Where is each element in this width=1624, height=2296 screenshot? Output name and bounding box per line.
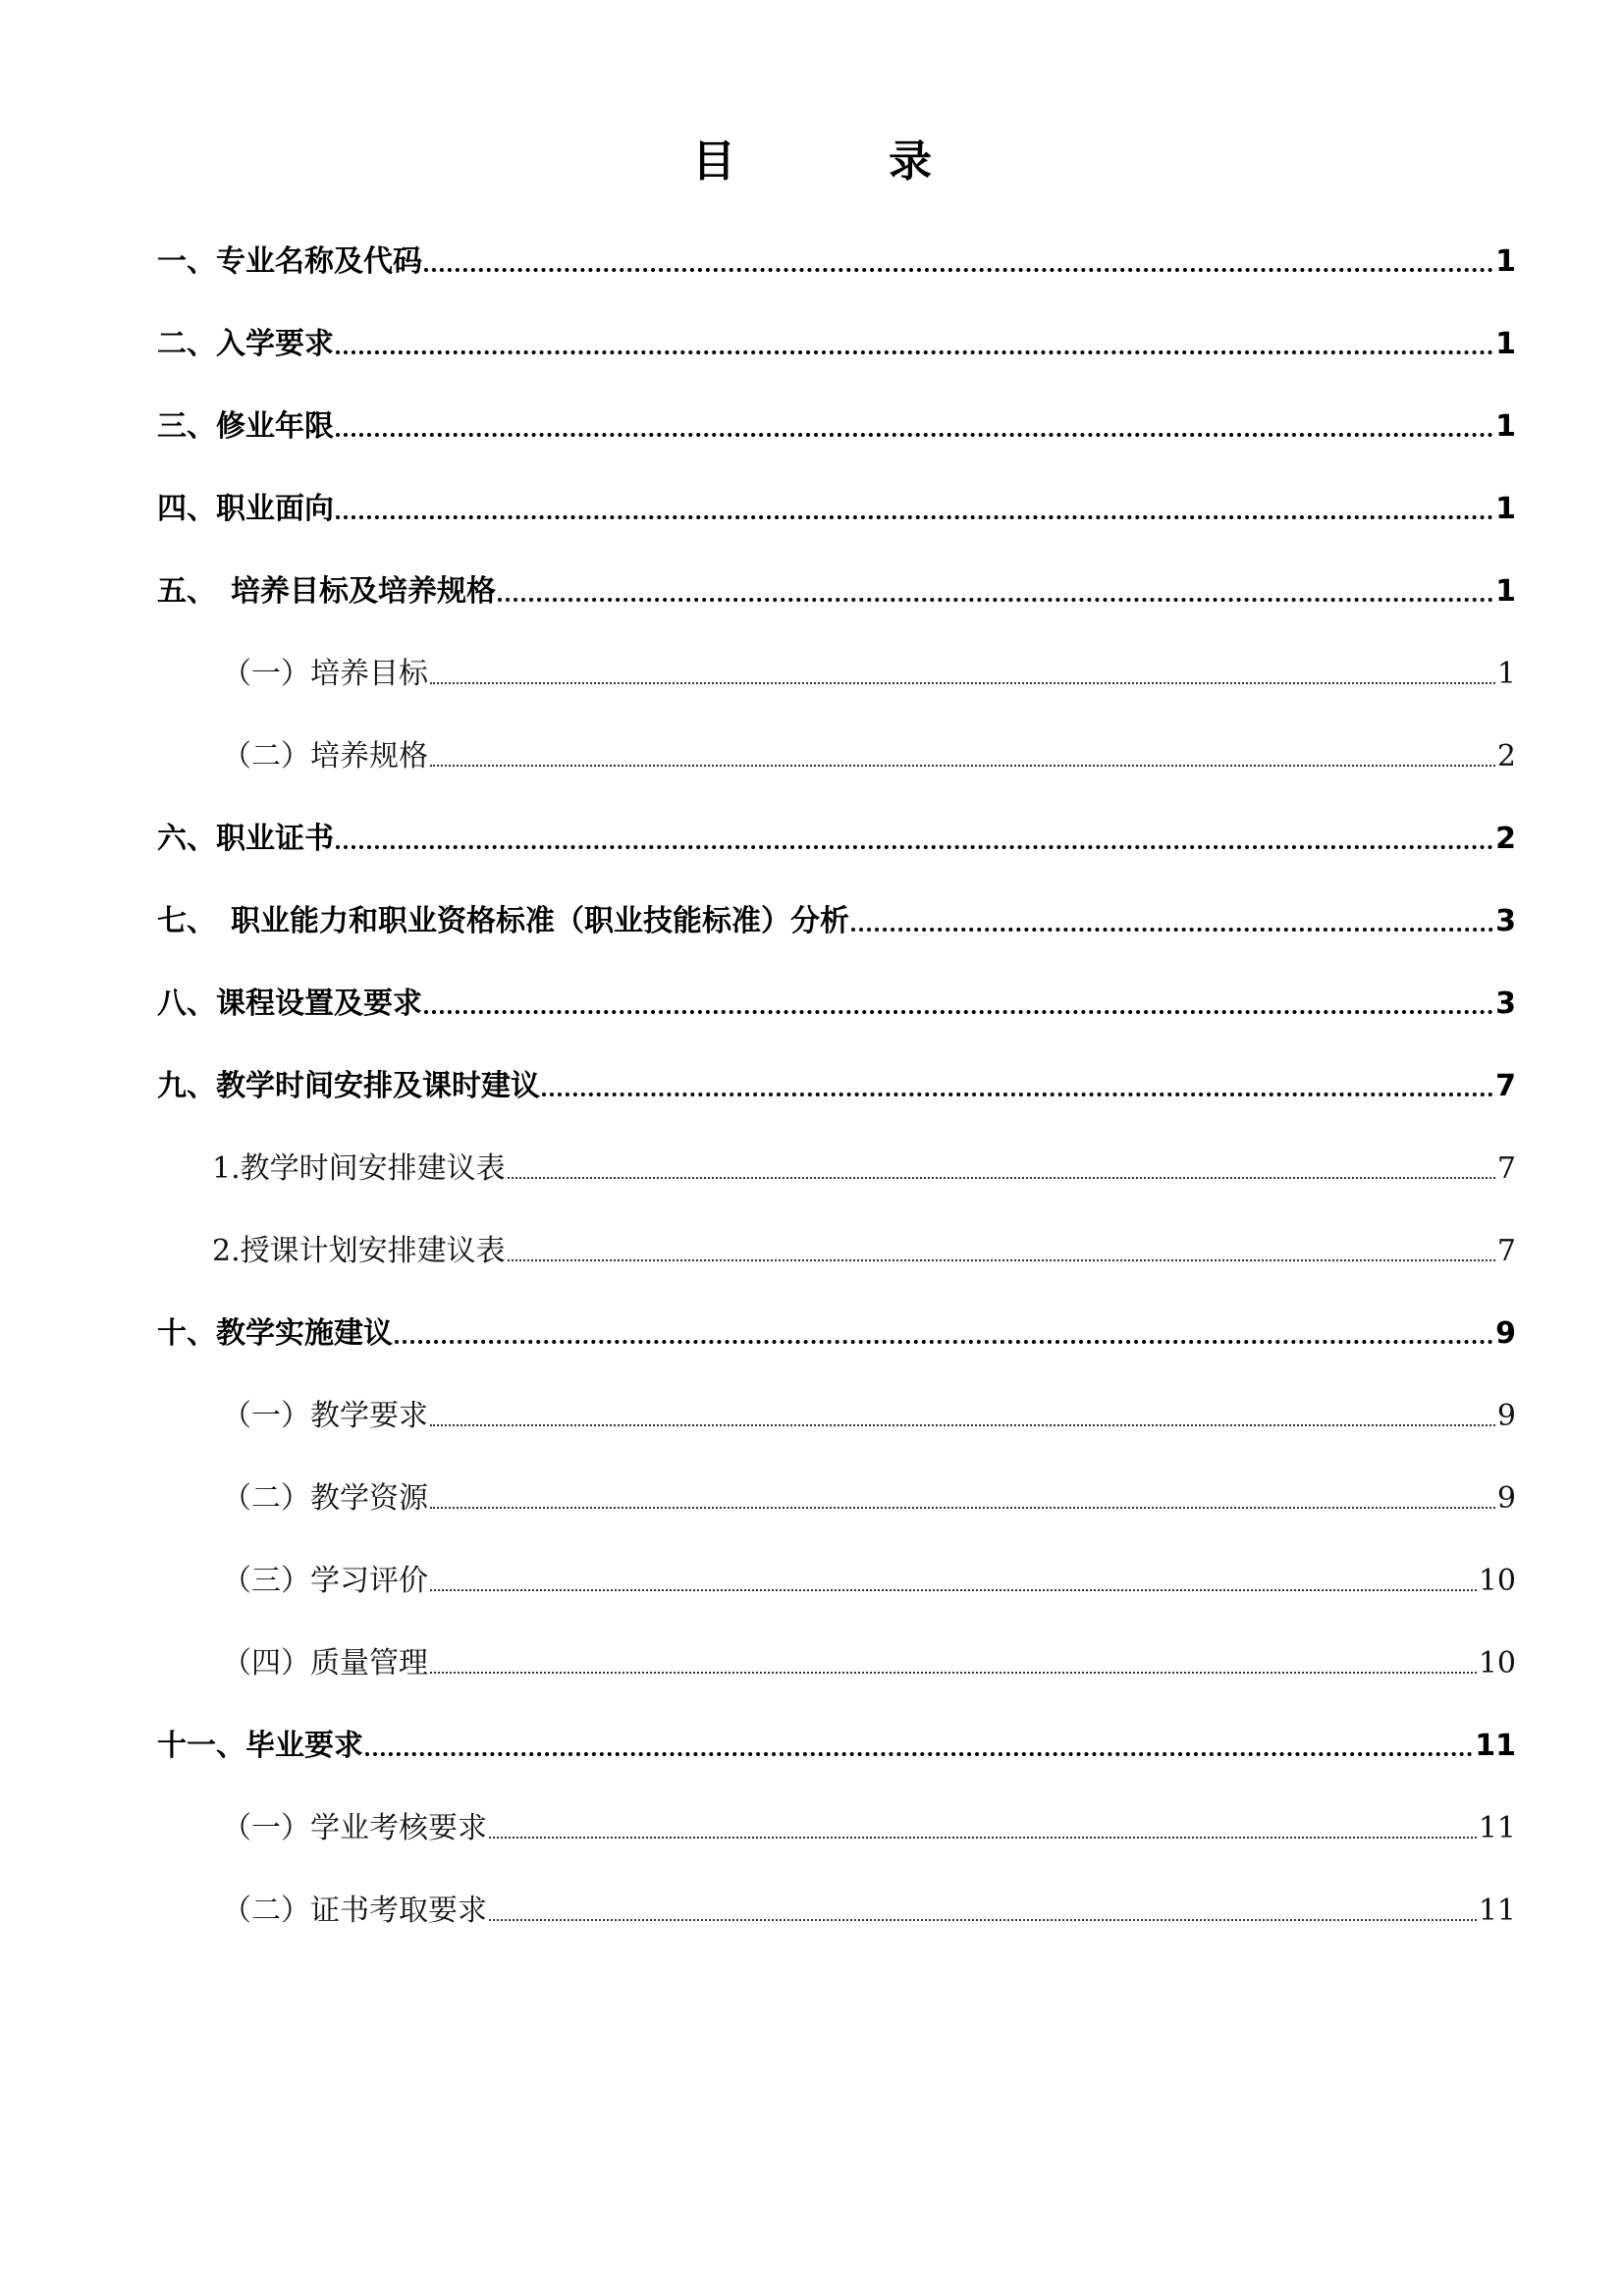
toc-entry[interactable] — [0, 1871, 1624, 1930]
toc-page-number: 7 — [1495, 1069, 1516, 1103]
toc-dot-leader — [336, 433, 1493, 437]
toc-entry[interactable] — [0, 387, 1624, 446]
toc-entry-title: 六、职业证书 — [157, 822, 334, 856]
toc-page-number: 2 — [1495, 822, 1516, 856]
toc-dot-leader — [430, 682, 1495, 684]
toc-entry-title: （三）学习评价 — [222, 1564, 428, 1598]
toc-entry[interactable] — [0, 1046, 1624, 1105]
toc-title: 目 录 — [692, 136, 987, 187]
toc-entry-title: （一）教学要求 — [222, 1399, 428, 1433]
toc-dot-leader — [430, 1424, 1495, 1426]
toc-entry[interactable] — [0, 1376, 1624, 1435]
toc-page-number: 1 — [1495, 327, 1516, 361]
toc-page-number: 11 — [1475, 1729, 1516, 1763]
toc-entry[interactable] — [0, 552, 1624, 611]
toc-entry-title: 1.教学时间安排建议表 — [212, 1151, 506, 1186]
toc-entry[interactable] — [0, 1129, 1624, 1188]
toc-entry[interactable] — [0, 1459, 1624, 1518]
toc-page-number: 2 — [1496, 739, 1516, 774]
toc-dot-leader — [430, 1507, 1495, 1509]
toc-entry[interactable] — [0, 717, 1624, 775]
toc-entry-title: 十、教学实施建议 — [157, 1316, 393, 1351]
toc-entry-title: （一）培养目标 — [222, 657, 428, 691]
toc-page-number: 11 — [1478, 1811, 1516, 1845]
toc-page-number: 3 — [1495, 904, 1516, 938]
toc-page-number: 10 — [1478, 1646, 1516, 1681]
toc-dot-leader — [508, 1259, 1495, 1261]
toc-dot-leader — [365, 1752, 1473, 1756]
toc-entry[interactable] — [0, 304, 1624, 363]
toc-page-number: 1 — [1495, 244, 1516, 279]
toc-entry-title: （二）培养规格 — [222, 739, 428, 774]
toc-dot-leader — [498, 598, 1493, 602]
toc-entry[interactable] — [0, 799, 1624, 858]
toc-entry[interactable] — [0, 1706, 1624, 1765]
toc-entry[interactable] — [0, 1624, 1624, 1682]
toc-entry[interactable] — [0, 634, 1624, 693]
toc-entry[interactable] — [0, 469, 1624, 528]
toc-entry-title: （四）质量管理 — [222, 1646, 428, 1681]
toc-entry-title: （二）教学资源 — [222, 1481, 428, 1516]
toc-page-number: 9 — [1495, 1316, 1516, 1351]
toc-dot-leader — [851, 928, 1493, 932]
toc-dot-leader — [430, 1672, 1477, 1674]
toc-dot-leader — [542, 1093, 1493, 1096]
toc-dot-leader — [395, 1340, 1493, 1344]
toc-dot-leader — [336, 845, 1493, 849]
toc-dot-leader — [430, 765, 1495, 767]
toc-entry-title: 十一、毕业要求 — [157, 1729, 363, 1763]
toc-entry-title: （二）证书考取要求 — [222, 1894, 487, 1928]
toc-page-number: 10 — [1478, 1564, 1516, 1598]
toc-dot-leader — [508, 1177, 1495, 1179]
toc-entry-title: 八、课程设置及要求 — [157, 987, 422, 1021]
toc-entry-title: 2.授课计划安排建议表 — [212, 1234, 506, 1268]
toc-entry[interactable] — [0, 1211, 1624, 1270]
toc-dot-leader — [336, 515, 1493, 519]
toc-dot-leader — [489, 1837, 1477, 1839]
toc-dot-leader — [424, 1010, 1493, 1014]
toc-dot-leader — [336, 350, 1493, 354]
toc-page-number: 7 — [1496, 1234, 1516, 1268]
toc-page-number: 1 — [1495, 409, 1516, 444]
toc-entry-title: 四、职业面向 — [157, 492, 334, 526]
toc-page-number: 9 — [1496, 1399, 1516, 1433]
toc-dot-leader — [430, 1589, 1477, 1591]
toc-entry[interactable] — [0, 222, 1624, 281]
toc-dot-leader — [424, 268, 1493, 272]
toc-entry[interactable] — [0, 964, 1624, 1023]
toc-entry-title: （一）学业考核要求 — [222, 1811, 487, 1845]
toc-entry-title: 七、 职业能力和职业资格标准（职业技能标准）分析 — [157, 904, 849, 938]
toc-entry-title: 九、教学时间安排及课时建议 — [157, 1069, 540, 1103]
toc-page-number: 1 — [1496, 657, 1516, 691]
toc-entry[interactable] — [0, 1294, 1624, 1353]
toc-entry-title: 五、 培养目标及培养规格 — [157, 574, 496, 609]
toc-entry[interactable] — [0, 1541, 1624, 1600]
toc-page-number: 1 — [1495, 492, 1516, 526]
toc-page-number: 7 — [1496, 1151, 1516, 1186]
toc-entry-title: 二、入学要求 — [157, 327, 334, 361]
toc-page-number: 11 — [1478, 1894, 1516, 1928]
toc-page-number: 3 — [1495, 987, 1516, 1021]
toc-page-number: 1 — [1495, 574, 1516, 609]
toc-dot-leader — [489, 1919, 1477, 1921]
toc-entry-title: 三、修业年限 — [157, 409, 334, 444]
toc-entry[interactable] — [0, 881, 1624, 940]
toc-page-number: 9 — [1496, 1481, 1516, 1516]
toc-entry[interactable] — [0, 1789, 1624, 1847]
toc-entry-title: 一、专业名称及代码 — [157, 244, 422, 279]
